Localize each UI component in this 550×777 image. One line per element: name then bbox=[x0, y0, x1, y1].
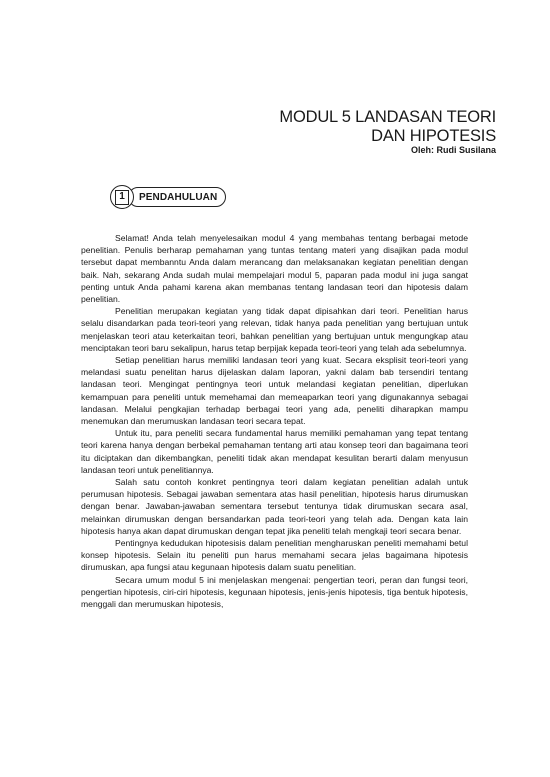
section-number-icon bbox=[110, 185, 134, 209]
section-heading bbox=[110, 185, 226, 209]
author-byline: Oleh: Rudi Susilana bbox=[410, 145, 496, 155]
paragraph: Penelitian merupakan kegiatan yang tidak dapat dipisahkan dari teori. Penelitian harus selalu disandarkan pada teori-teori yang relevan, tidak hanya pada penelitian yang bertujuan untuk menjelaskan teori atau keterkaitan teori, bahkan penelitian yang bertujuan untuk mengungkap atau menciptakan teori baru sekalipun, harus tetap berpijak kepada teori-teori yang telah ada sebelumnya. bbox=[81, 306, 468, 353]
module-title bbox=[279, 108, 496, 146]
body-text bbox=[81, 232, 468, 610]
paragraph: Setiap penelitian harus memiliki landasan teori yang kuat. Secara eksplisit teori-teori yang melandasi suatu penelitan harus dijelaskan dalam laporan, yakni dalam bab tersendiri tentang landasan teori. Mengingat pentingnya teori untuk melandasi kegiatan penelitian, diperlukan kemampuan para peneliti untuk memehamai dan memeaparkan teori yang digunakannya sebagai landasan. Melalui pengkajian terhadap berbagai teori yang ada, peneliti diharapkan mampu menemukan dan merumuskan landasan teori secara tepat. bbox=[81, 355, 468, 427]
title-line-1: MODUL 5 LANDASAN TEORI bbox=[279, 108, 496, 126]
section-title: PENDAHULUAN bbox=[128, 187, 226, 207]
paragraph: Salah satu contoh konkret pentingnya teori dalam kegiatan penelitian adalah untuk perumusan hipotesis. Sebagai jawaban sementara atas hasil penelitian, hipotesis harus dirumuskan dengan benar. Jawaban-jawaban sementara tersebut tentunya tidak dirumuskan secara asal, melainkan dirumuskan dengan bersandarkan pada teori-teori yang telah ada. Dengan kata lain hipotesis hanya akan dapat dirumuskan dengan tepat jika peneliti telah mengkaji teori secara benar. bbox=[81, 477, 468, 536]
paragraph: Selamat! Anda telah menyelesaikan modul 4 yang membahas tentang berbagai metode penelitian. Penulis berharap pemahaman yang tuntas tentang materi yang disajikan pada modul tersebut dapat membanntu Anda dalam merancang dan melaksanakan kegiatan penelitian dengan baik. Nah, sekarang Anda sudah mulai mempelajari modul 5, paparan pada modul ini juga sangat penting untuk Anda pahami karena akan membanas tentang landasan teori dan hipotesis dalam penelitian. bbox=[81, 233, 468, 305]
paragraph: Pentingnya kedudukan hipotesisis dalam penelitian mengharuskan peneliti memahami betul konsep hipotesis. Selain itu peneliti pun harus memahami secara jelas bagaimana hipotesis dirumuskan, apa fungsi atau kegunaan hipotesis dalam suatu penelitian. bbox=[81, 538, 468, 573]
section-number: 1 bbox=[115, 190, 129, 205]
paragraph: Secara umum modul 5 ini menjelaskan mengenai: pengertian teori, peran dan fungsi teori, pengertian hipotesis, ciri-ciri hipotesis, kegunaan hipotesis, jenis-jenis hipotesis, tiga bentuk hipotesis, menggali dan merumuskan hipotesis, bbox=[81, 574, 468, 610]
paragraph: Untuk itu, para peneliti secara fundamental harus memiliki pemahaman yang tepat tentang teori karena hanya dengan berbekal pemahaman tentang arti atau konsep teori dan bagaimana teori itu diciptakan dan dikembangkan, peneliti tidak akan mendapat kesulitan berarti dalam menyusun landasan teori untuk penelitiannya. bbox=[81, 428, 468, 475]
title-line-2: DAN HIPOTESIS bbox=[371, 127, 496, 145]
